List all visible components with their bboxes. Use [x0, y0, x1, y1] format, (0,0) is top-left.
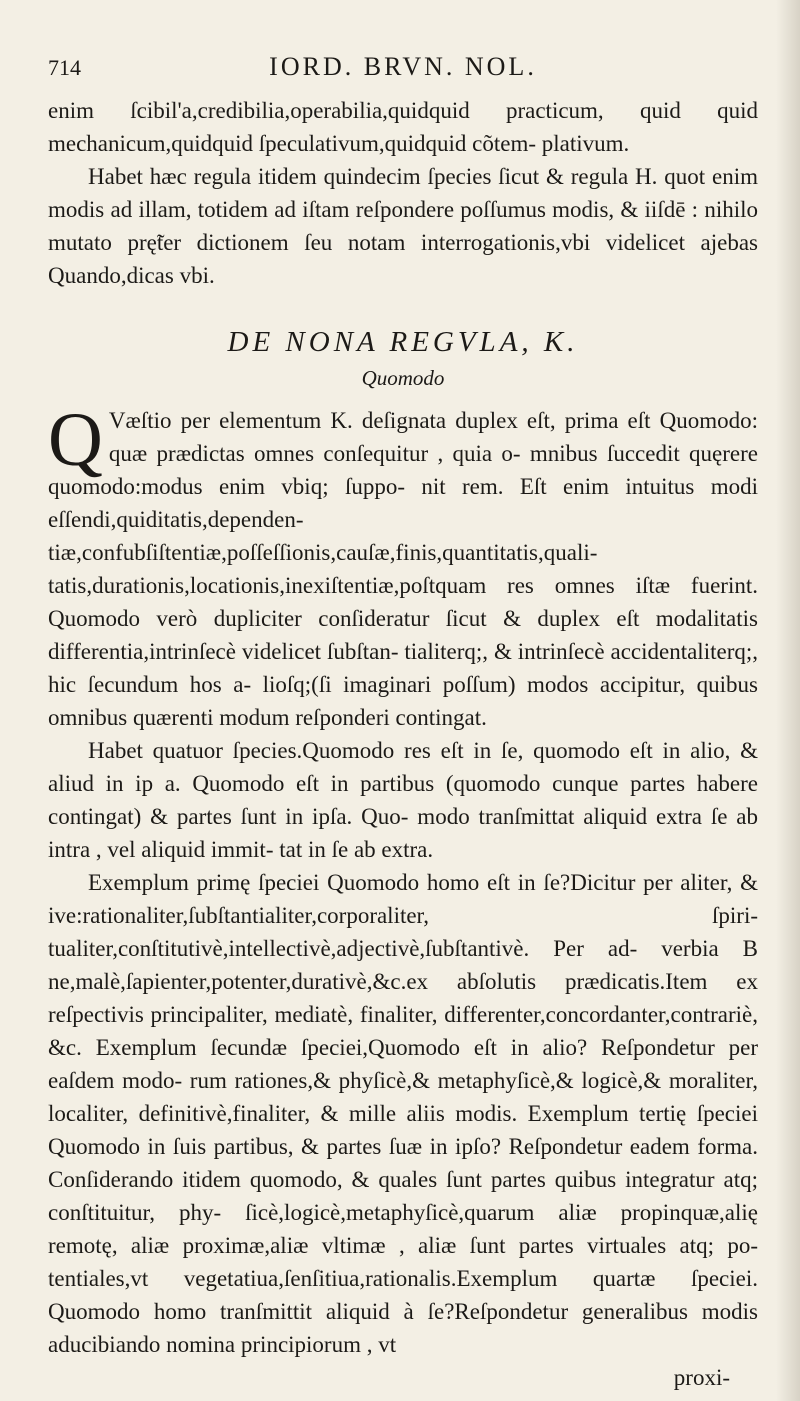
drop-cap: Q: [48, 398, 103, 482]
text-block: [48, 94, 758, 1391]
section-title: DE NONA REGVLA, K.: [227, 326, 579, 358]
paragraph-species: Habet quatuor ſpecies.Quomodo res eſt in ſe, quomodo eſt in alio, & aliud in ip a. Quomodo eſt in partibus (quomodo cunque partes habere contingat) & partes ſunt in ipſa. Quo- modo tranſmittat aliquid extra ſe ab intra , vel aliquid immit- tat in ſe ab extra.: [48, 738, 758, 862]
paragraph-exemplum: Exemplum primę ſpeciei Quomodo homo eſt in ſe?Dicitur per aliter, & ive:rationaliter,ſubſtantialiter,corporaliter, ſpiri- tualiter,conſtitutivè,intellectivè,adjectivè,ſubſtantivè. Per ad- verbia B ne,malè,ſapienter,potenter,durativè,&c.ex abſolutis prædicatis.Item ex reſpectivis principaliter, mediatè, finaliter, differenter,concordanter,contrariè, &c. Exemplum ſecundæ ſpeciei,Quomodo eſt in alio? Reſpondetur per eaſdem modo- rum rationes,& phyſicè,& metaphyſicè,& logicè,& moraliter, localiter, definitivè,finaliter, & mille aliis modis. Exemplum tertię ſpeciei Quomodo in ſuis partibus, & partes ſuæ in ipſo? Reſpondetur eadem forma. Conſiderando itidem quomodo, & quales ſunt partes quibus integratur atq; conſtituitur, phy- ſicè,logicè,metaphyſicè,quarum aliæ propinquæ,alię remotę, aliæ proximæ,aliæ vltimæ , aliæ ſunt partes virtuales atq; po- tentiales,vt vegetatiua,ſenſitiua,rationalis.Exemplum quartæ ſpeciei. Quomodo homo tranſmittit aliquid à ſe?Reſpondetur generalibus modis aducibiando nomina principiorum , vt: [48, 870, 758, 1357]
running-title: IORD. BRVN. NOL.: [269, 52, 537, 81]
paragraph-continuation: enim ſcibil'a,credibilia,operabilia,quidquid practicum, quid quid mechanicum,quidquid ſpeculativum,quidquid cõtem- plativum.: [48, 98, 758, 156]
page-number: 714: [48, 55, 81, 80]
page-edge-shadow: [776, 0, 800, 1401]
paragraph-regula-h: Habet hæc regula itidem quindecim ſpecies ſicut & regula H. quot enim modis ad illam, totidem ad iſtam reſpondere poſſumus modis, & iiſdē : nihilo mutato prę̃ter dictionem ſeu notam interrogationis,vbi videlicet ajebas Quando,dicas vbi.: [48, 164, 758, 288]
running-head: [48, 52, 758, 86]
section-subtitle: Quomodo: [361, 366, 445, 390]
catchword: proxi-: [673, 1365, 730, 1390]
paragraph-quaestio: Væſtio per elementum K. deſignata duplex eſt, prima eſt Quomodo: quæ prædictas omnes conſequitur , quia o- mnibus ſuccedit quęrere quomodo:modus enim vbiq; ſuppo- nit rem. Eſt enim intuitus modi eſſendi,quiditatis,dependen- tiæ,confubſiſtentiæ,poſſeſſionis,cauſæ,finis,quantitatis,quali- tatis,durationis,locationis,inexiſtentiæ,poſtquam res omnes iſtæ fuerint. Quomodo verò dupliciter conſideratur ſicut & duplex eſt modalitatis differentia,intrinſecè videlicet ſubſtan- tialiterq;, & intrinſecè accidentaliterq;, hic ſecundum hos a- lioſq;(ſi imaginari poſſum) modos accipitur, quibus omnibus quærenti modum reſponderi contingat.: [48, 408, 758, 730]
